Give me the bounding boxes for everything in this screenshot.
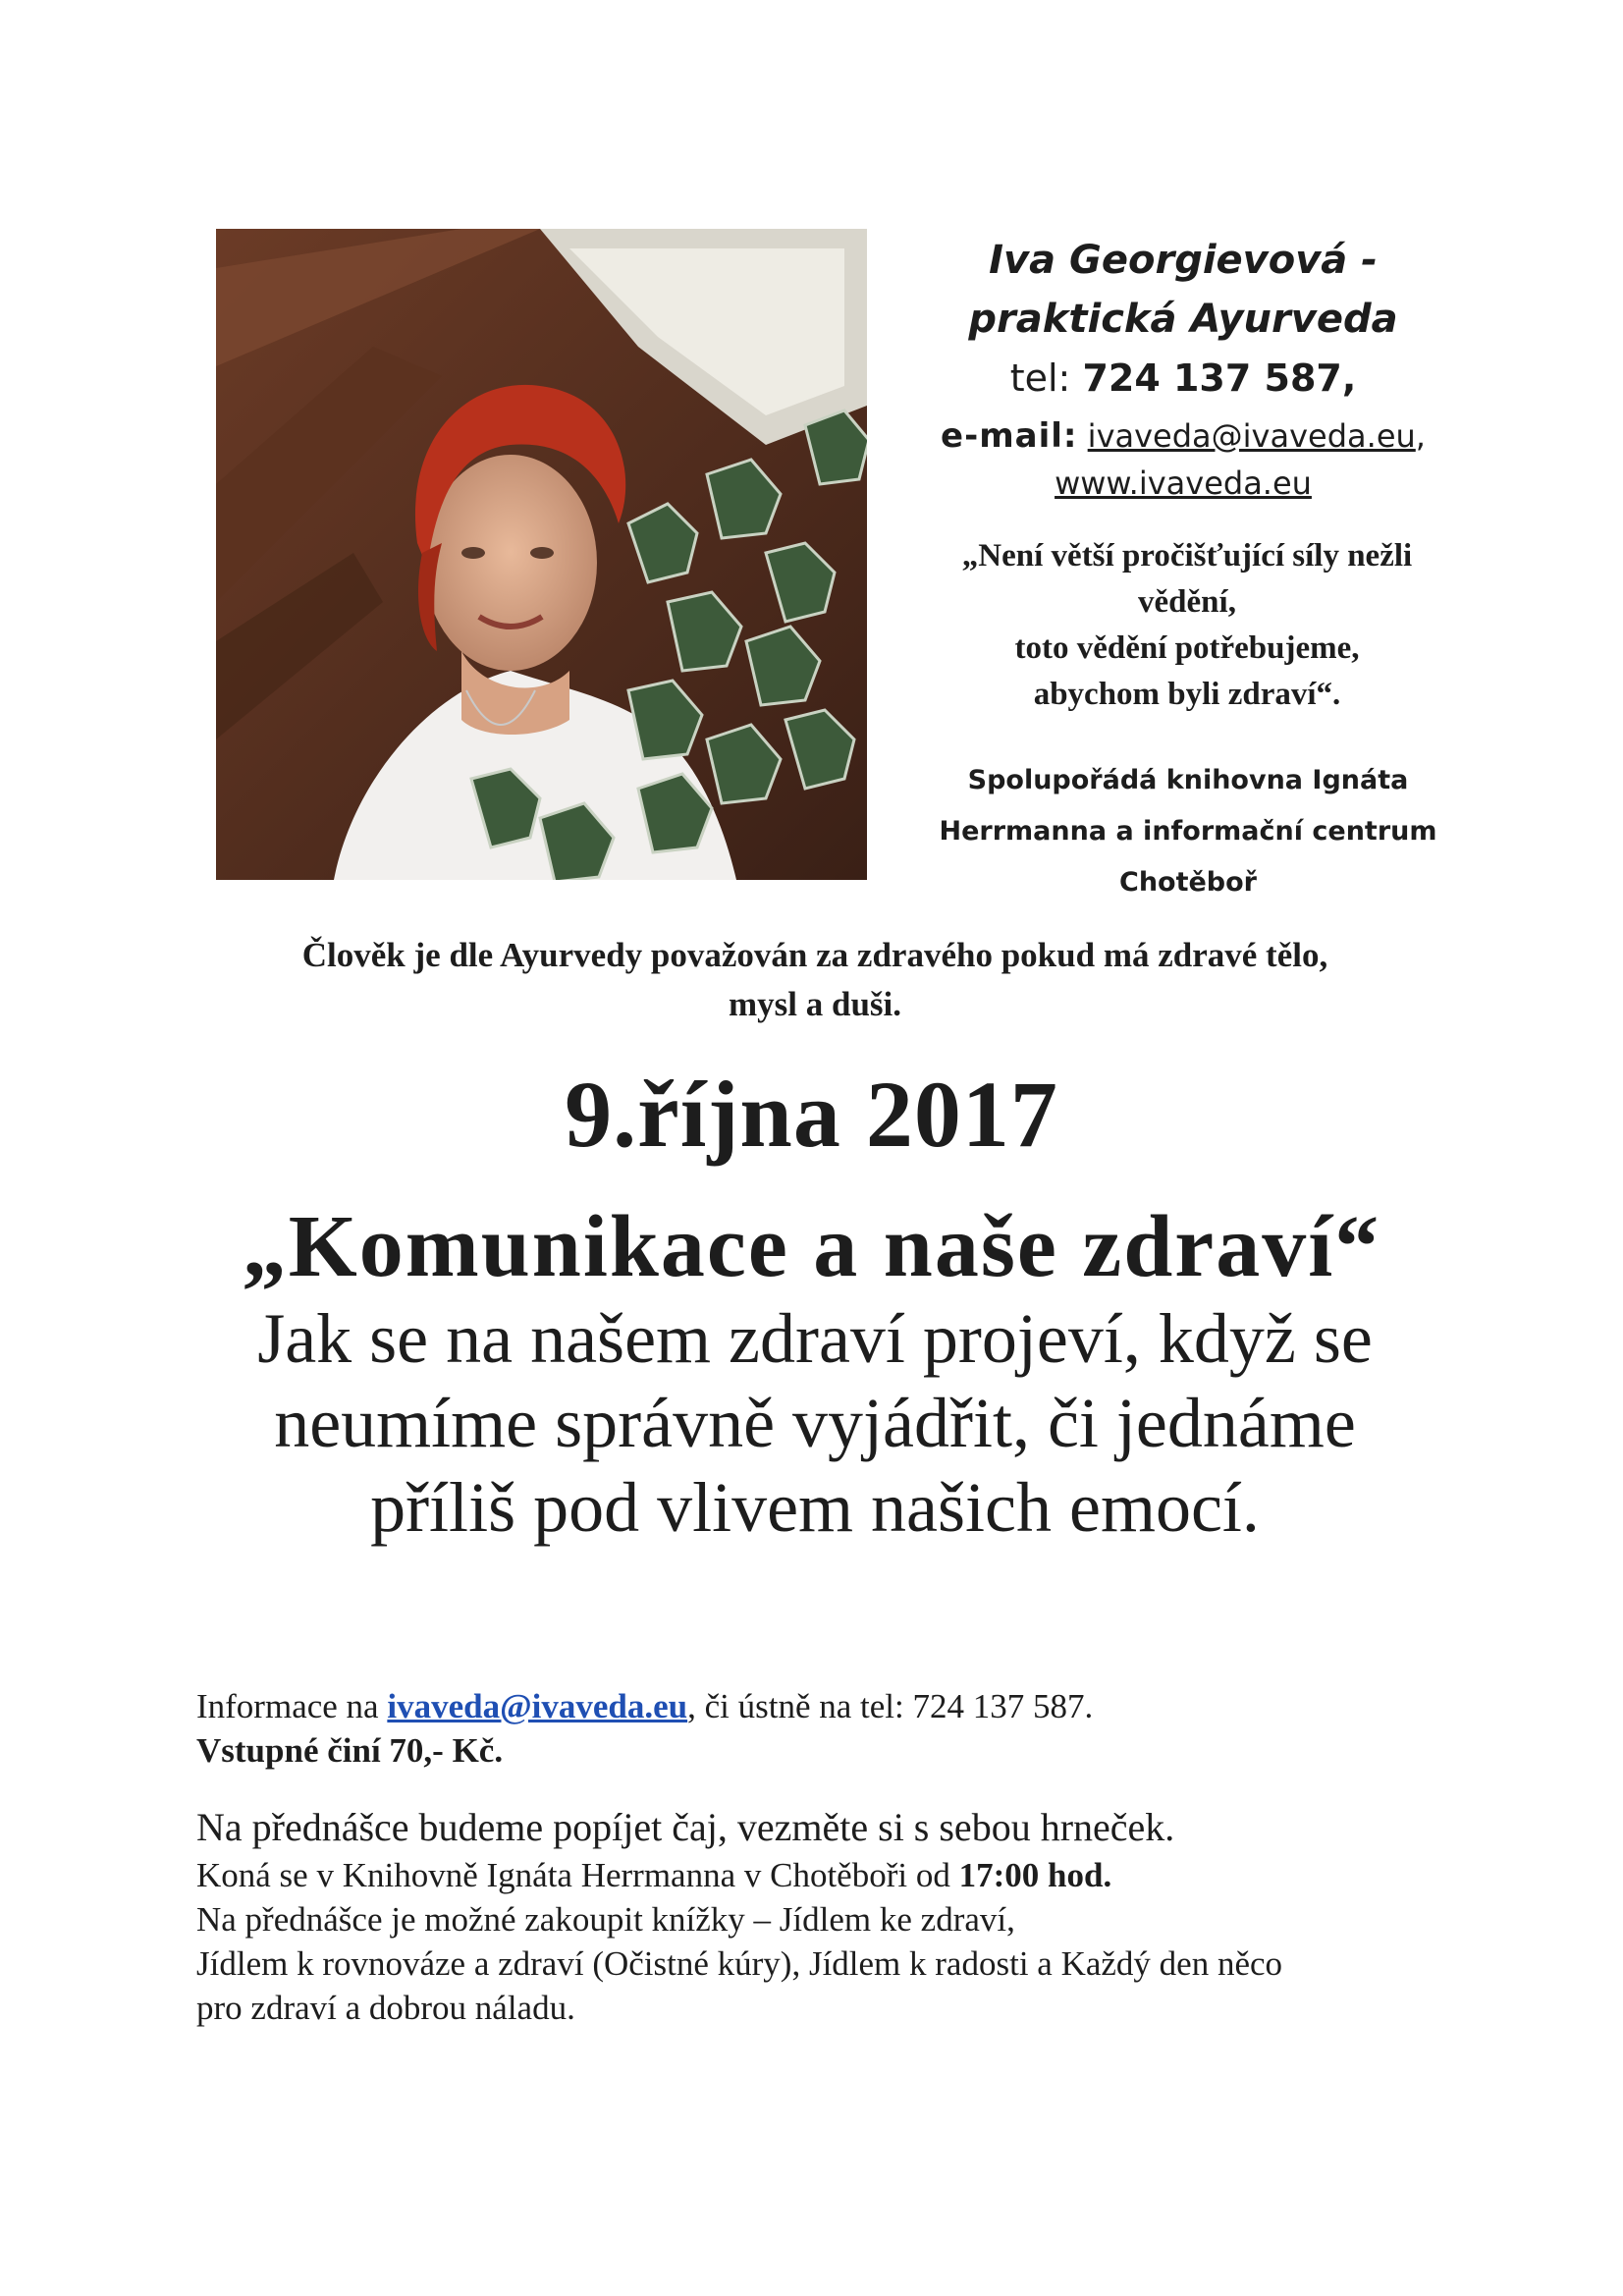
email-label: e-mail: xyxy=(941,416,1078,456)
place-prefix: Koná se v Knihovně Ignáta Herrmanna v Chotěboři od xyxy=(196,1856,950,1894)
place-line xyxy=(196,1853,1434,1897)
cohost-line: Spolupořádá knihovna Ignáta xyxy=(967,765,1409,795)
books-line: pro zdraví a dobrou náladu. xyxy=(196,1989,575,2027)
contact-block xyxy=(889,231,1478,908)
email-link[interactable]: ivaveda@ivaveda.eu xyxy=(1087,417,1416,455)
info-email-link[interactable]: ivaveda@ivaveda.eu xyxy=(387,1687,688,1725)
phone-label: tel: xyxy=(1009,356,1071,400)
portrait-icon xyxy=(216,229,867,880)
cohost-line: Herrmanna a informační centrum xyxy=(939,816,1437,847)
phone-row xyxy=(889,349,1478,408)
phone-number: 724 137 587, xyxy=(1082,356,1357,400)
event-subtitle-line: Jak se na našem zdraví projeví, když se xyxy=(257,1299,1373,1378)
event-subtitle-line: příliš pod vlivem našich emocí. xyxy=(370,1468,1260,1547)
place-time: 17:00 hod. xyxy=(958,1856,1112,1894)
quote-line: vědění, xyxy=(1138,584,1236,620)
email-row xyxy=(889,411,1478,461)
info-suffix: , či ústně na tel: 724 137 587. xyxy=(687,1687,1094,1725)
author-subtitle: praktická Ayurveda xyxy=(968,297,1398,342)
cohost-line: Chotěboř xyxy=(1119,867,1257,898)
quote-line: toto vědění potřebujeme, xyxy=(1014,630,1360,666)
info-prefix: Informace na xyxy=(196,1687,379,1725)
quote-line: „Není větší pročišťující síly nežli xyxy=(961,538,1413,574)
email-suffix: , xyxy=(1415,417,1426,455)
event-title: „Komunikace a naše zdraví“ xyxy=(242,1198,1381,1295)
event-date: 9.října 2017 xyxy=(565,1062,1058,1167)
books-line: Na přednášce je možné zakoupit knížky – Jídlem ke zdraví, xyxy=(196,1900,1015,1939)
intro-line: mysl a duši. xyxy=(728,985,902,1023)
author-name: Iva Georgievová - xyxy=(989,238,1378,283)
event-subtitle xyxy=(177,1296,1453,1550)
intro-line: Člověk je dle Ayurvedy považován za zdravého pokud má zdravé tělo, xyxy=(301,936,1328,974)
portrait-photo xyxy=(216,229,867,880)
info-line xyxy=(196,1684,1434,1728)
event-details xyxy=(196,1684,1434,2030)
cohost xyxy=(889,755,1478,908)
entry-fee: Vstupné činí 70,- Kč. xyxy=(196,1731,504,1770)
books-line: Jídlem k rovnováze a zdraví (Očistné kúry), Jídlem k radosti a Každý den něco xyxy=(196,1944,1283,1983)
intro-text xyxy=(216,931,1414,1029)
event-subtitle-line: neumíme správně vyjádřit, či jednáme xyxy=(274,1384,1356,1462)
quote-line: abychom byli zdraví“. xyxy=(1033,677,1341,712)
web-link[interactable]: www.ivaveda.eu xyxy=(1055,465,1312,502)
quote xyxy=(889,533,1478,718)
tea-note: Na přednášce budeme popíjet čaj, vezměte si s sebou hrneček. xyxy=(196,1805,1175,1849)
